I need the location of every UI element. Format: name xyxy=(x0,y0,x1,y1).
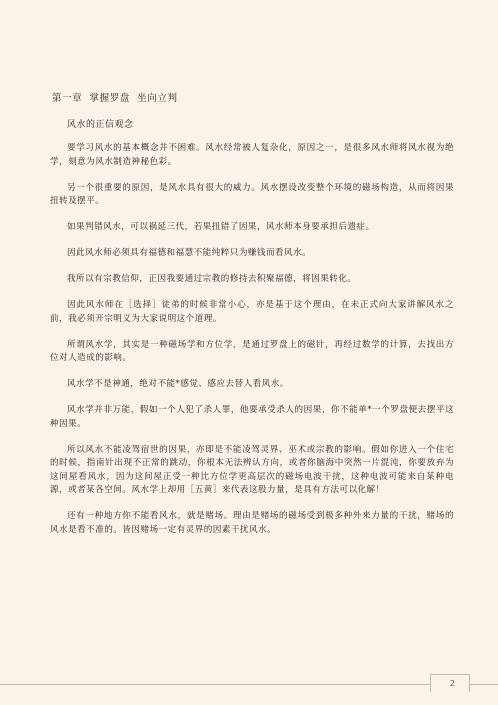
section-subheading: 风水的正信观念 xyxy=(67,120,134,130)
paragraph: 另一个很重要的原因，是风水具有很大的威力。风水摆设改变整个环境的磁场构造，从而将因果扭转及摆平。 xyxy=(50,182,454,206)
footer-divider xyxy=(0,684,430,685)
paragraph: 如果判错风水，可以祸延三代，若果扭错了因果，风水师本身要承担后遗症。 xyxy=(67,222,375,232)
footer-divider xyxy=(470,684,498,685)
paragraph: 因此风水师在［选择］徒弟的时候非常小心，亦是基于这个理由，在未正式向大家讲解风水之前，我必须开宗明义为大家说明这个道理。 xyxy=(50,300,454,324)
chapter-heading: 第一章 掌握罗盘 坐向立判 xyxy=(52,93,178,104)
paragraph: 风水学并非万能，假如一个人犯了杀人罪，他要承受杀人的因果，你不能单*一个罗盘便去摆平这种因果。 xyxy=(50,405,454,429)
paragraph: 因此风水师必须具有福德和福慧不能纯粹只为赚钱而看风水。 xyxy=(67,248,312,258)
paragraph: 我所以有宗教信仰，正因我要通过宗教的修持去积聚福德，将因果转化。 xyxy=(67,274,357,284)
document-body xyxy=(50,142,454,550)
page-number: 2 xyxy=(430,674,470,692)
paragraph: 所以风水不能凌驾宿世的因果，亦即是不能凌驾灵界、巫术或宗教的影响。假如你进入一个住宅的时候，指南针出现不正常的跳动，你根本无法辨认方向，或者你脑海中突然一片混沌，你要放弃为这间屋看风水，因为这间屋正受一种比方位学更高层次的磁场电波干扰，这种电波可能来自某种电源，或者某各空间。风水学上却用［五黄］来代表这股力量，是具有方法可以化解！ xyxy=(50,444,454,495)
paragraph: 所谓风水学，其实是一种磁场学和方位学，是通过罗盘上的磁针，再经过数学的计算，去找出方位对人造成的影响。 xyxy=(50,339,454,363)
paragraph: 还有一种地方你不能看风水，就是赌场。理由是赌场的磁场受到极多种外来力量的干扰，赌场的风水是看不准的。皆因赌场一定有灵界的因素干扰风水。 xyxy=(50,511,454,535)
paragraph: 风水学不是神通，绝对不能*感觉、感应去替人看风水。 xyxy=(67,379,289,389)
paragraph: 要学习风水的基本概念并不困难。风水经常被人复杂化，原因之一，是很多风水师将风水视为绝学，刻意为风水制造神秘色彩。 xyxy=(50,143,454,167)
